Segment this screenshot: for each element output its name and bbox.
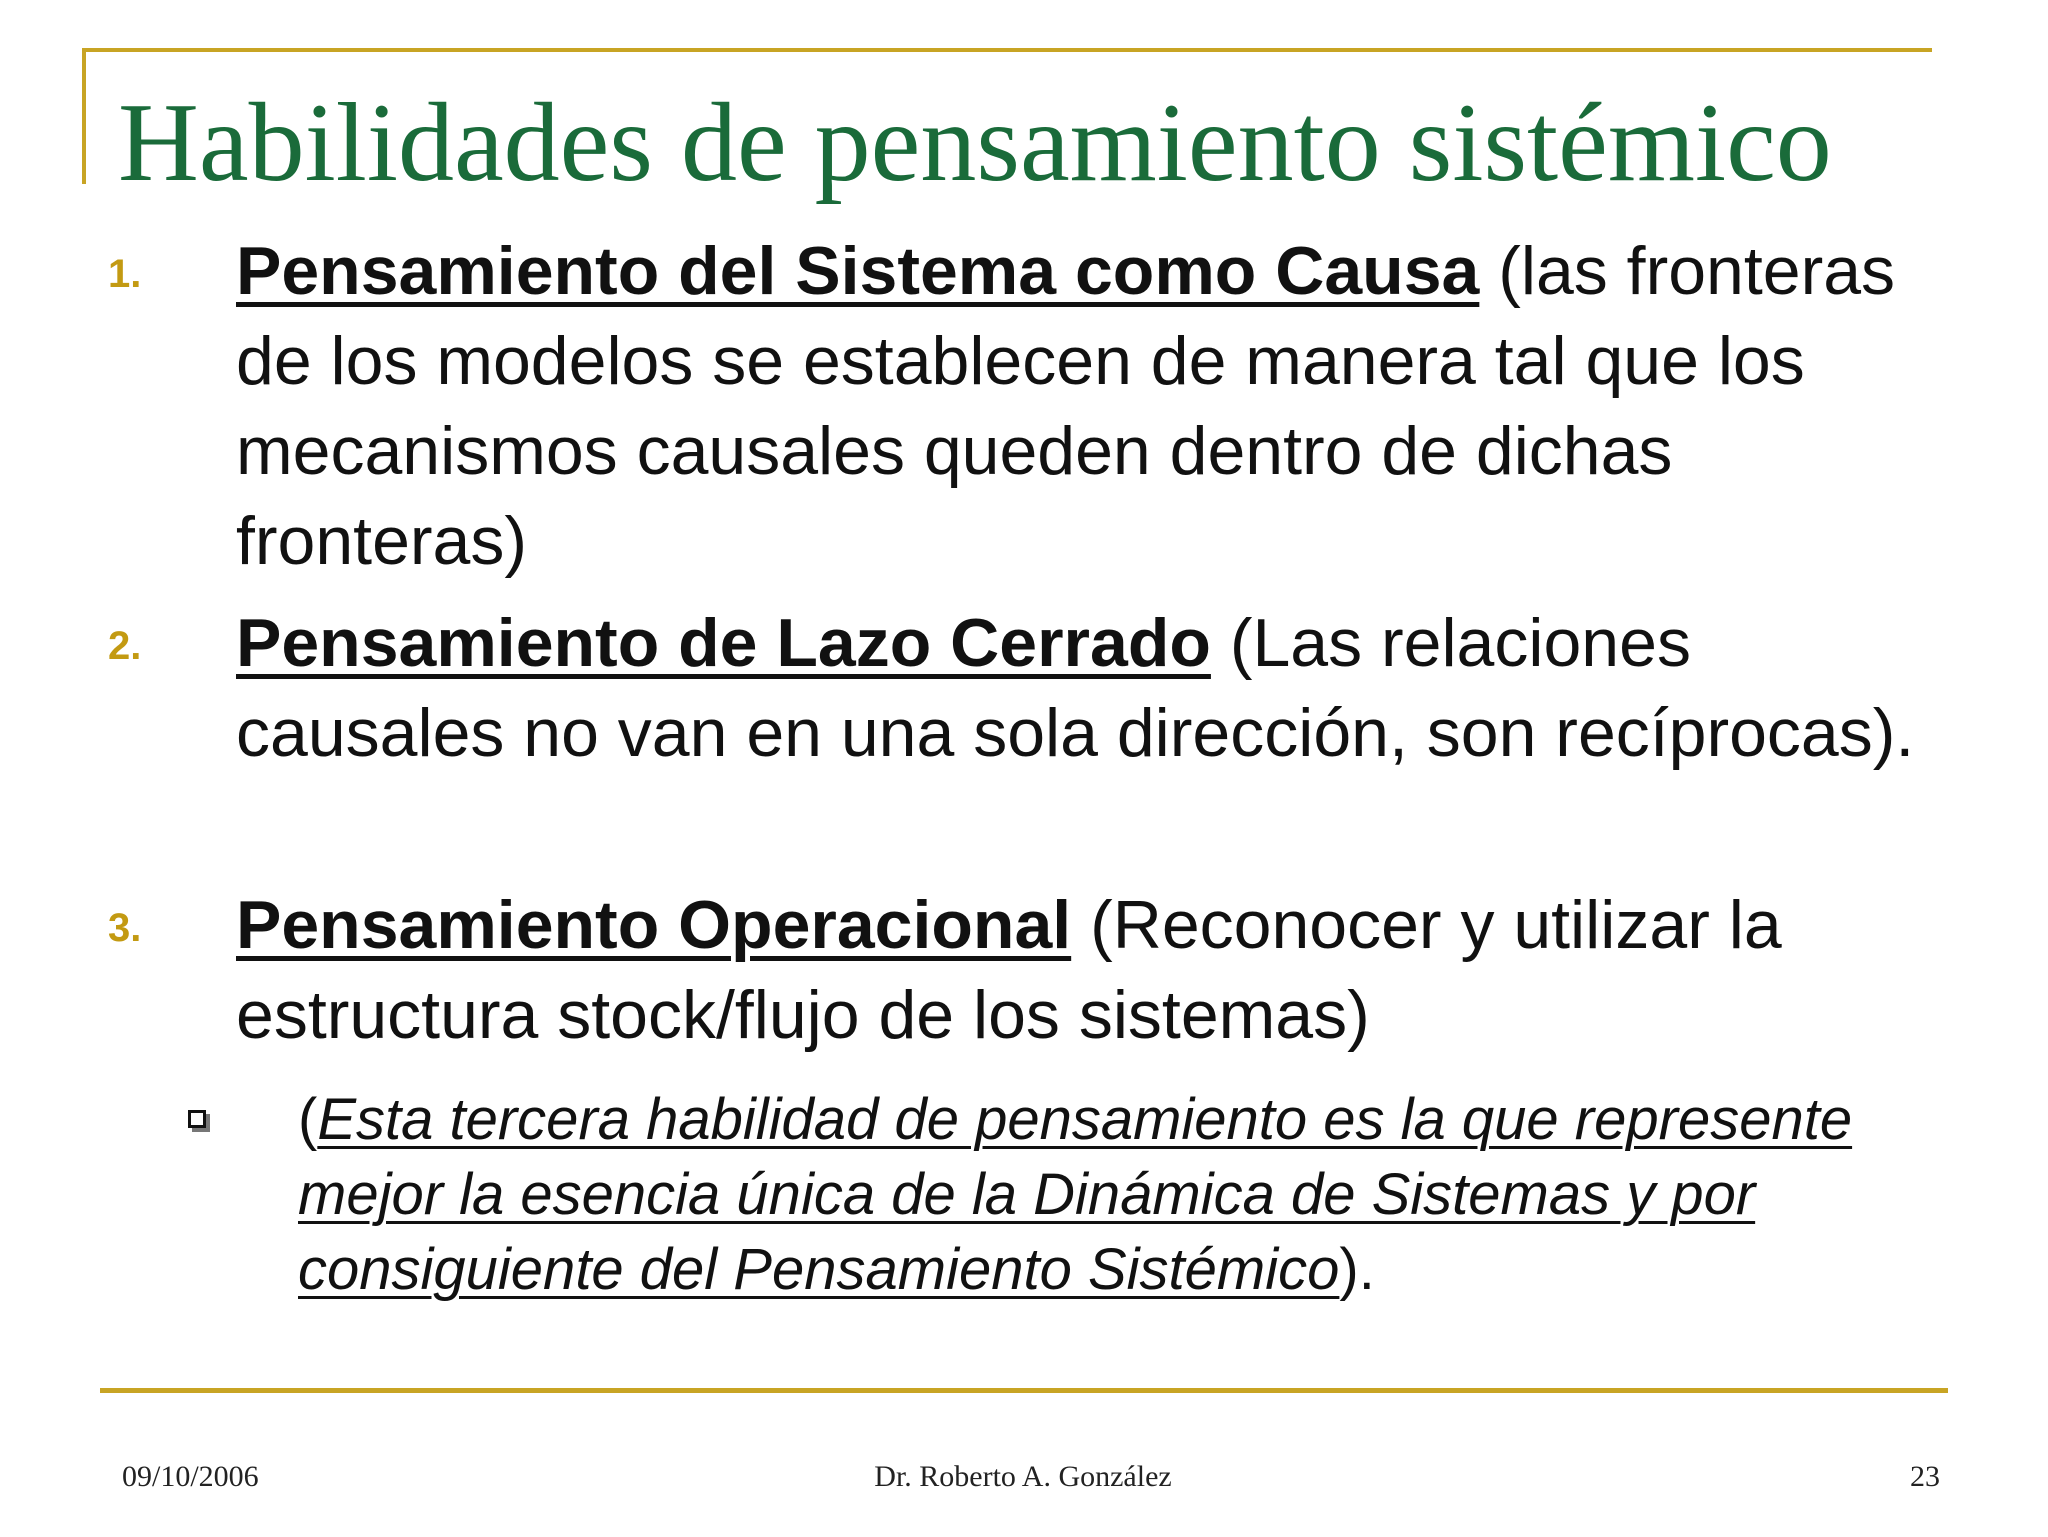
left-divider xyxy=(82,48,86,184)
sub-item-open: ( xyxy=(298,1087,318,1152)
list-number: 2. xyxy=(108,624,142,668)
footer-author: Dr. Roberto A. González xyxy=(874,1460,1172,1493)
bottom-divider xyxy=(100,1388,1948,1393)
list-item-term: Pensamiento Operacional xyxy=(236,887,1072,963)
list-item-text xyxy=(236,880,1936,1060)
sub-item-emphasis: Esta tercera habilidad de pensamiento es la que represente mejor la esencia única de la Dinámica de Sistemas y por consiguiente del Pensamiento Sistémico xyxy=(298,1087,1853,1302)
list-item-term: Pensamiento de Lazo Cerrado xyxy=(236,605,1211,681)
sub-item-close: ). xyxy=(1339,1237,1375,1302)
square-bullet-icon xyxy=(188,1110,206,1128)
list-number: 3. xyxy=(108,906,142,950)
footer-page-number: 23 xyxy=(1910,1460,1940,1493)
list-item-description: (Las relaciones causales no van en una sola dirección, son recíprocas). xyxy=(236,605,1915,771)
list-item-text xyxy=(236,598,1936,778)
list-item-description: (las fronteras de los modelos se establecen de manera tal que los mecanismos causales queden dentro de dichas fronteras) xyxy=(236,233,1896,579)
slide-title: Habilidades de pensamiento sistémico xyxy=(118,81,1832,205)
sub-item-text xyxy=(298,1082,1958,1307)
list-item-description: (Reconocer y utilizar la estructura stock/flujo de los sistemas) xyxy=(236,887,1782,1053)
top-divider xyxy=(82,48,1932,52)
list-item-term: Pensamiento del Sistema como Causa xyxy=(236,233,1480,309)
list-item-text xyxy=(236,226,1936,586)
list-number: 1. xyxy=(108,252,142,296)
footer-date: 09/10/2006 xyxy=(122,1460,259,1493)
